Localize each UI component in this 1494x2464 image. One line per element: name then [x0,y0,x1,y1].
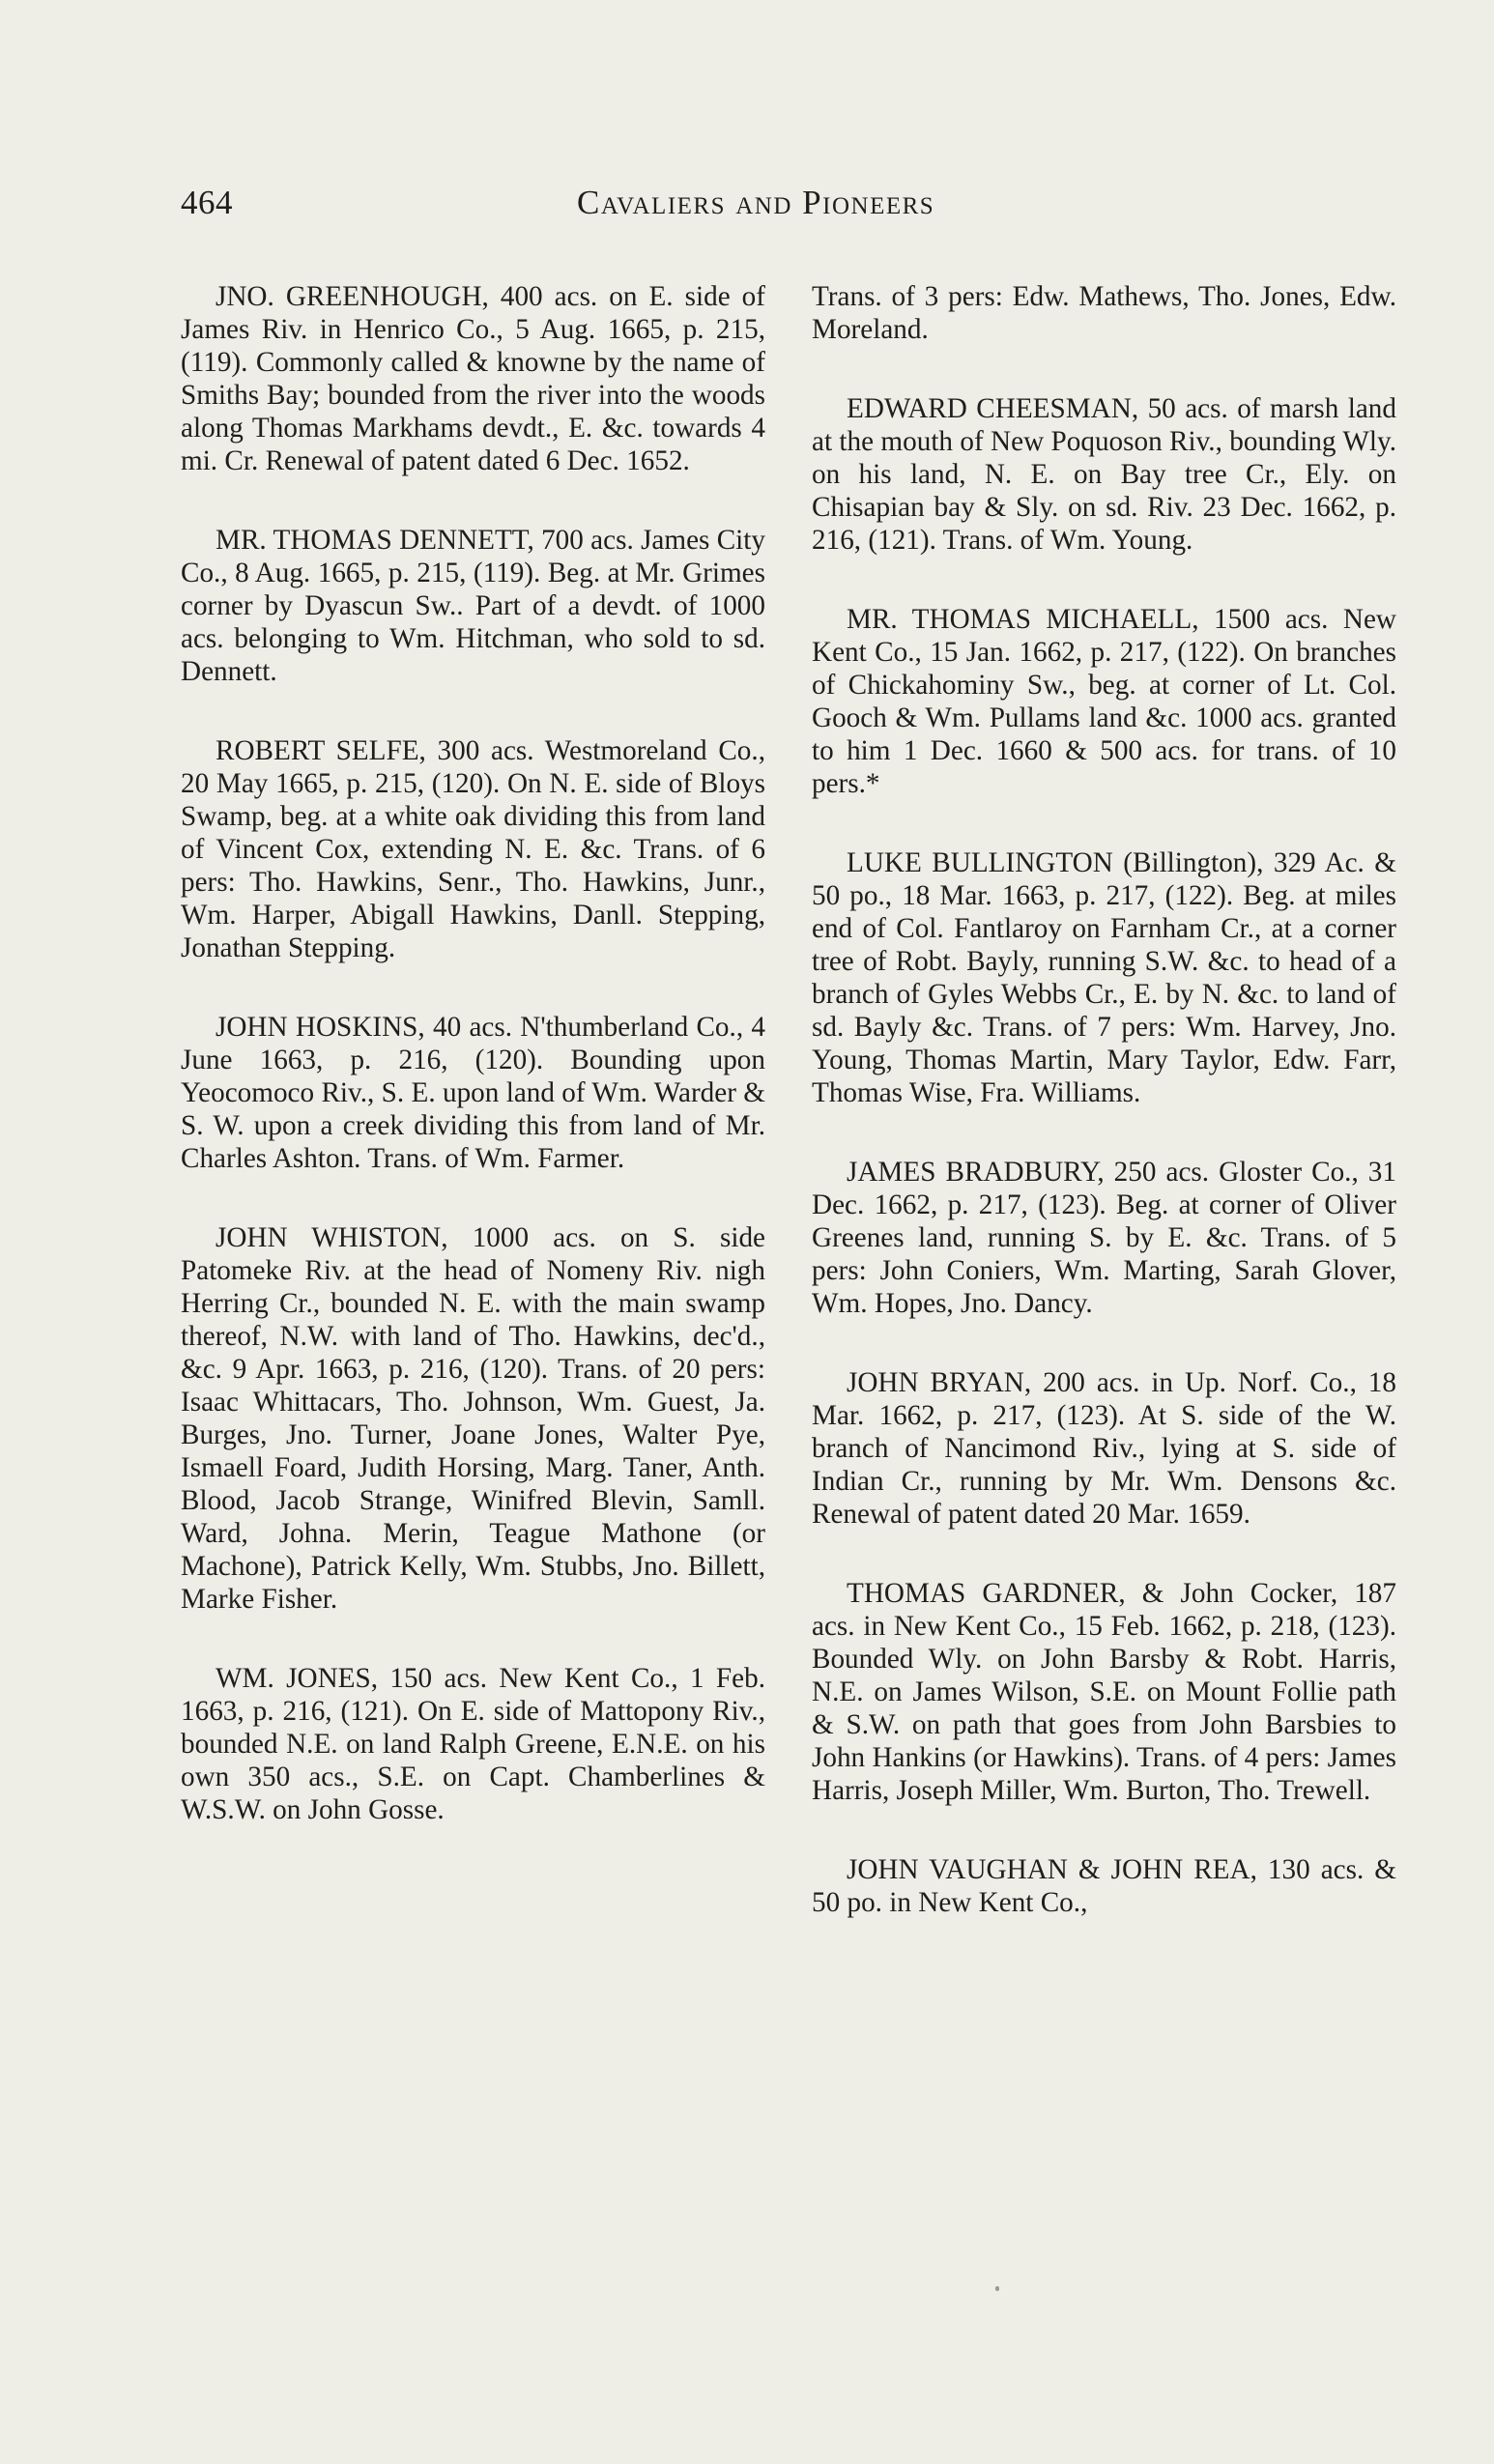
patent-entry: JOHN HOSKINS, 40 acs. N'thumberland Co., 4 June 1663, p. 216, (120). Bounding upon Yeocomoco Riv., S. E. upon land of Wm. Warder & S. W. upon a creek dividing this from land of Mr. Charles Ashton. Trans. of Wm. Farmer. [181,1012,765,1174]
patent-entry: LUKE BULLINGTON (Billington), 329 Ac. & 50 po., 18 Mar. 1663, p. 217, (122). Beg. at miles end of Col. Fantlaroy on Farnham Cr., at a corner tree of Robt. Bayly, running S.W. &c. to head of a branch of Gyles Webbs Cr., E. by N. &c. to land of sd. Bayly &c. Trans. of 7 pers: Wm. Harvey, Jno. Young, Thomas Martin, Mary Taylor, Edw. Farr, Thomas Wise, Fra. Williams. [812,847,1396,1108]
page-header [181,184,1009,234]
patent-entry: MR. THOMAS DENNETT, 700 acs. James City Co., 8 Aug. 1665, p. 215, (119). Beg. at Mr. Grimes corner by Dyascun Sw.. Part of a devdt. of 1000 acs. belonging to Wm. Hitchman, who sold to sd. Dennett. [181,525,765,687]
patent-entry: THOMAS GARDNER, & John Cocker, 187 acs. in New Kent Co., 15 Feb. 1662, p. 218, (123). Bounded Wly. on John Barsby & Robt. Harris, N.E. on James Wilson, S.E. on Mount Follie path & S.W. on path that goes from John Barsbies to John Hankins (or Hawkins). Trans. of 4 pers: James Harris, Joseph Miller, Wm. Burton, Tho. Trewell. [812,1578,1396,1806]
patent-entry: JOHN BRYAN, 200 acs. in Up. Norf. Co., 18 Mar. 1662, p. 217, (123). At S. side of the W. branch of Nancimond Riv., lying at S. side of Indian Cr., running by Mr. Wm. Densons &c. Renewal of patent dated 20 Mar. 1659. [812,1367,1396,1530]
patent-entry-continued: Trans. of 3 pers: Edw. Mathews, Tho. Jones, Edw. Moreland. [812,281,1396,345]
patent-entry: JOHN VAUGHAN & JOHN REA, 130 acs. & 50 po. in New Kent Co., [812,1854,1396,1918]
patent-entry: EDWARD CHEESMAN, 50 acs. of marsh land at the mouth of New Poquoson Riv., bounding Wly. on his land, N. E. on Bay tree Cr., Ely. on Chisapian bay & Sly. on sd. Riv. 23 Dec. 1662, p. 216, (121). Trans. of Wm. Young. [812,393,1396,556]
left-column [181,280,765,1873]
scan-speck [995,2286,999,2291]
patent-entry: JAMES BRADBURY, 250 acs. Gloster Co., 31 Dec. 1662, p. 217, (123). Beg. at corner of Oliver Greenes land, running S. by E. &c. Trans. of 5 pers: John Coniers, Wm. Marting, Sarah Glover, Wm. Hopes, Jno. Dancy. [812,1157,1396,1319]
patent-entry: WM. JONES, 150 acs. New Kent Co., 1 Feb. 1663, p. 216, (121). On E. side of Mattopony Riv., bounded N.E. on land Ralph Greene, E.N.E. on his own 350 acs., S.E. on Capt. Chamberlines & W.S.W. on John Gosse. [181,1663,765,1825]
patent-entry: JNO. GREENHOUGH, 400 acs. on E. side of James Riv. in Henrico Co., 5 Aug. 1665, p. 215, (119). Commonly called & knowne by the name of Smiths Bay; bounded from the river into the woods along Thomas Markhams devdt., E. &c. towards 4 mi. Cr. Renewal of patent dated 6 Dec. 1652. [181,281,765,476]
patent-entry: JOHN WHISTON, 1000 acs. on S. side Patomeke Riv. at the head of Nomeny Riv. nigh Herring Cr., bounded N. E. with the main swamp thereof, N.W. with land of Tho. Hawkins, dec'd., &c. 9 Apr. 1663, p. 216, (120). Trans. of 20 pers: Isaac Whittacars, Tho. Johnson, Wm. Guest, Ja. Burges, Jno. Turner, Joane Jones, Walter Pye, Ismaell Foard, Judith Horsing, Marg. Taner, Anth. Blood, Jacob Strange, Winifred Blevin, Samll. Ward, Johna. Merin, Teague Mathone (or Machone), Patrick Kelly, Wm. Stubbs, Jno. Billett, Marke Fisher. [181,1222,765,1615]
patent-entry: MR. THOMAS MICHAELL, 1500 acs. New Kent Co., 15 Jan. 1662, p. 217, (122). On branches of Chickahominy Sw., beg. at corner of Lt. Col. Gooch & Wm. Pullams land &c. 1000 acs. granted to him 1 Dec. 1660 & 500 acs. for trans. of 10 pers.* [812,604,1396,799]
patent-entry: ROBERT SELFE, 300 acs. Westmoreland Co., 20 May 1665, p. 215, (120). On N. E. side of Bloys Swamp, beg. at a white oak dividing this from land of Vincent Cox, extending N. E. &c. Trans. of 6 pers: Tho. Hawkins, Senr., Tho. Hawkins, Junr., Wm. Harper, Abigall Hawkins, Danll. Stepping, Jonathan Stepping. [181,735,765,963]
right-column [812,280,1396,1965]
page-number: 464 [181,184,233,221]
running-title: Cavaliers and Pioneers [577,184,935,221]
